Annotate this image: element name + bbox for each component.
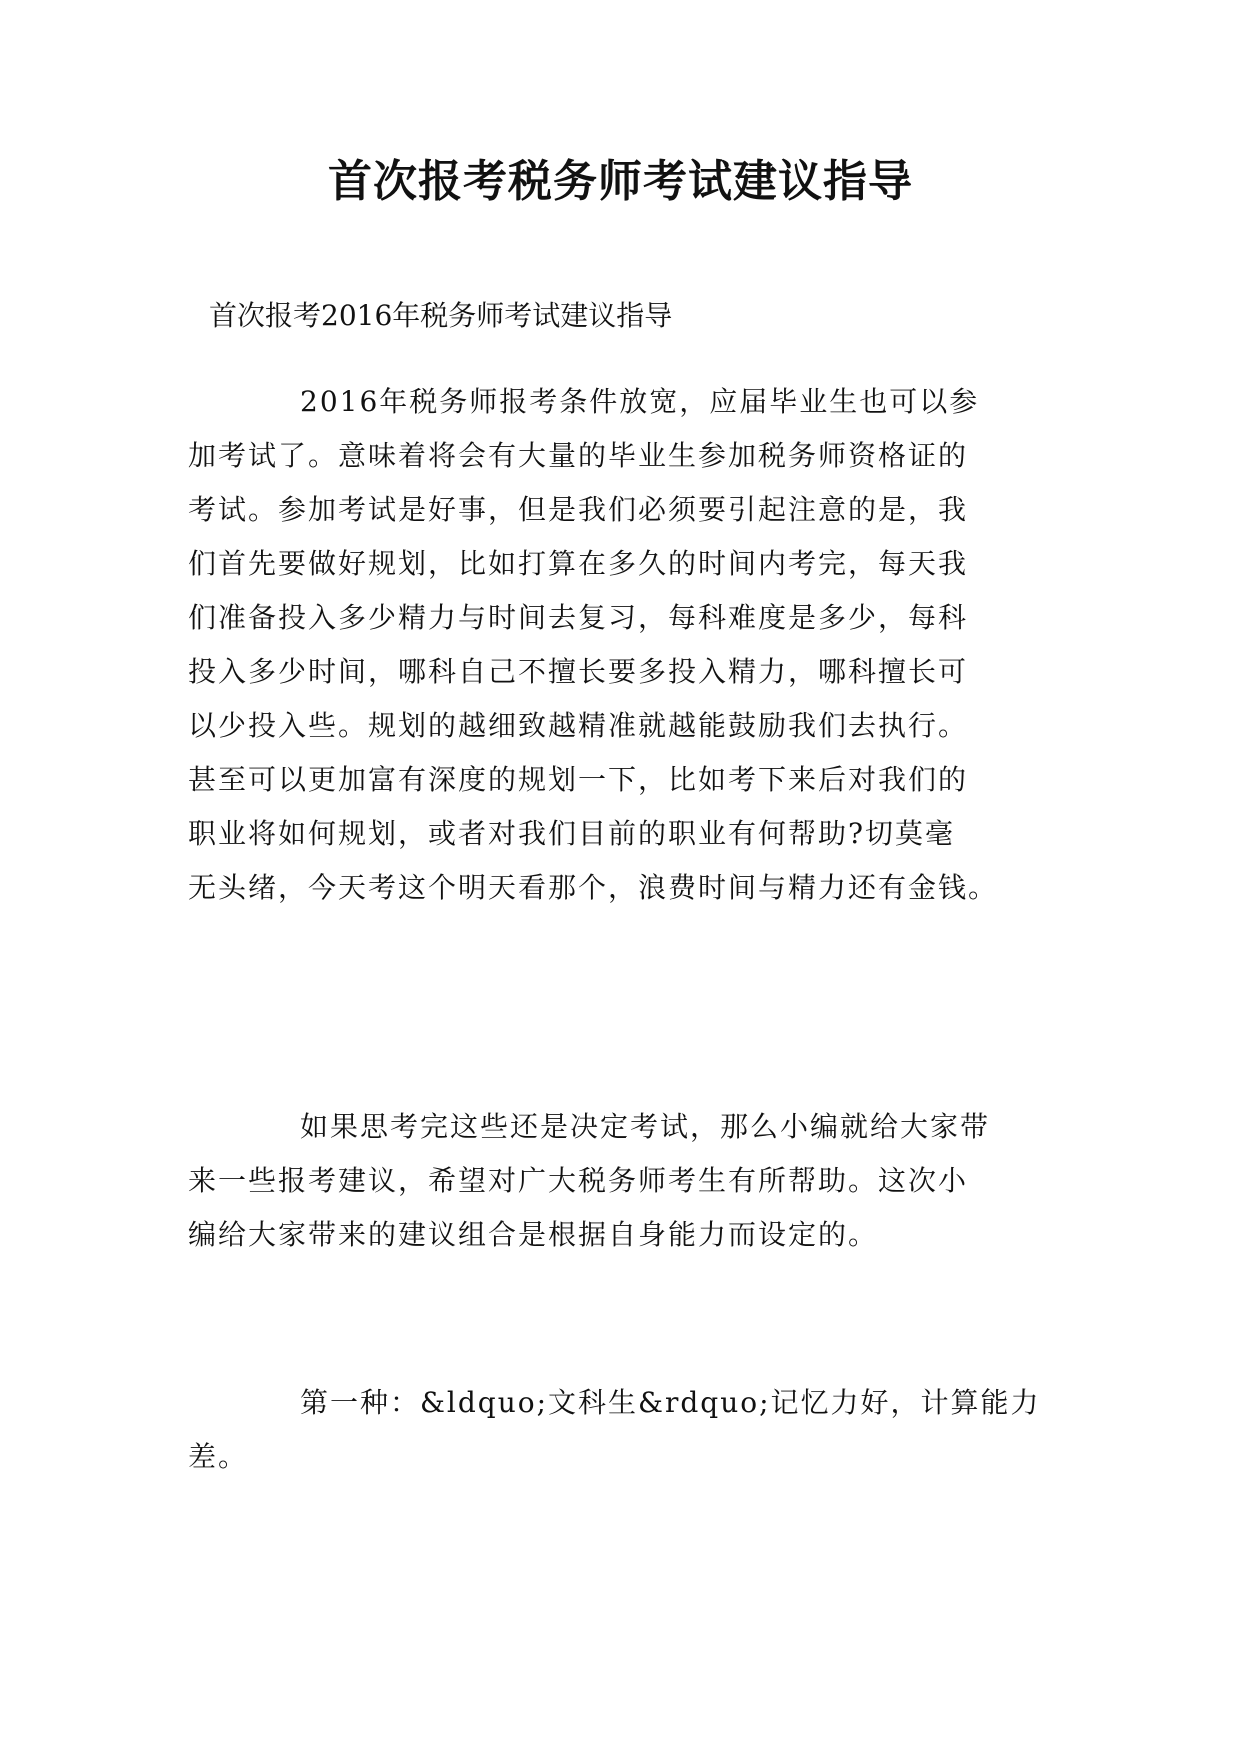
paragraph-line: 如果思考完这些还是决定考试，那么小编就给大家带 [300,1110,991,1143]
paragraph-line: 加考试了。意味着将会有大量的毕业生参加税务师资格证的 [188,439,969,472]
document-title: 首次报考税务师考试建议指导 [328,156,913,207]
paragraph-line: 2016年税务师报考条件放宽，应届毕业生也可以参 [300,385,980,418]
paragraph-line: 来一些报考建议，希望对广大税务师考生有所帮助。这次小 [188,1164,969,1197]
paragraph-line: 第一种：&ldquo;文科生&rdquo;记忆力好，计算能力 [300,1386,1041,1419]
paragraph-line: 无头绪，今天考这个明天看那个，浪费时间与精力还有金钱。 [188,871,999,904]
paragraph-line: 考试。参加考试是好事，但是我们必须要引起注意的是，我 [188,493,969,526]
paragraph-line: 职业将如何规划，或者对我们目前的职业有何帮助?切莫毫 [188,817,956,850]
paragraph-line: 投入多少时间，哪科自己不擅长要多投入精力，哪科擅长可 [188,655,969,688]
paragraph-line: 甚至可以更加富有深度的规划一下，比如考下来后对我们的 [188,763,969,796]
paragraph-line: 们准备投入多少精力与时间去复习，每科难度是多少，每科 [188,601,969,634]
paragraph-line: 以少投入些。规划的越细致越精准就越能鼓励我们去执行。 [188,709,969,742]
document-subtitle: 首次报考2016年税务师考试建议指导 [209,299,673,332]
paragraph-line: 编给大家带来的建议组合是根据自身能力而设定的。 [188,1218,879,1251]
paragraph-line: 们首先要做好规划，比如打算在多久的时间内考完，每天我 [188,547,969,580]
paragraph-line: 差。 [188,1440,249,1473]
